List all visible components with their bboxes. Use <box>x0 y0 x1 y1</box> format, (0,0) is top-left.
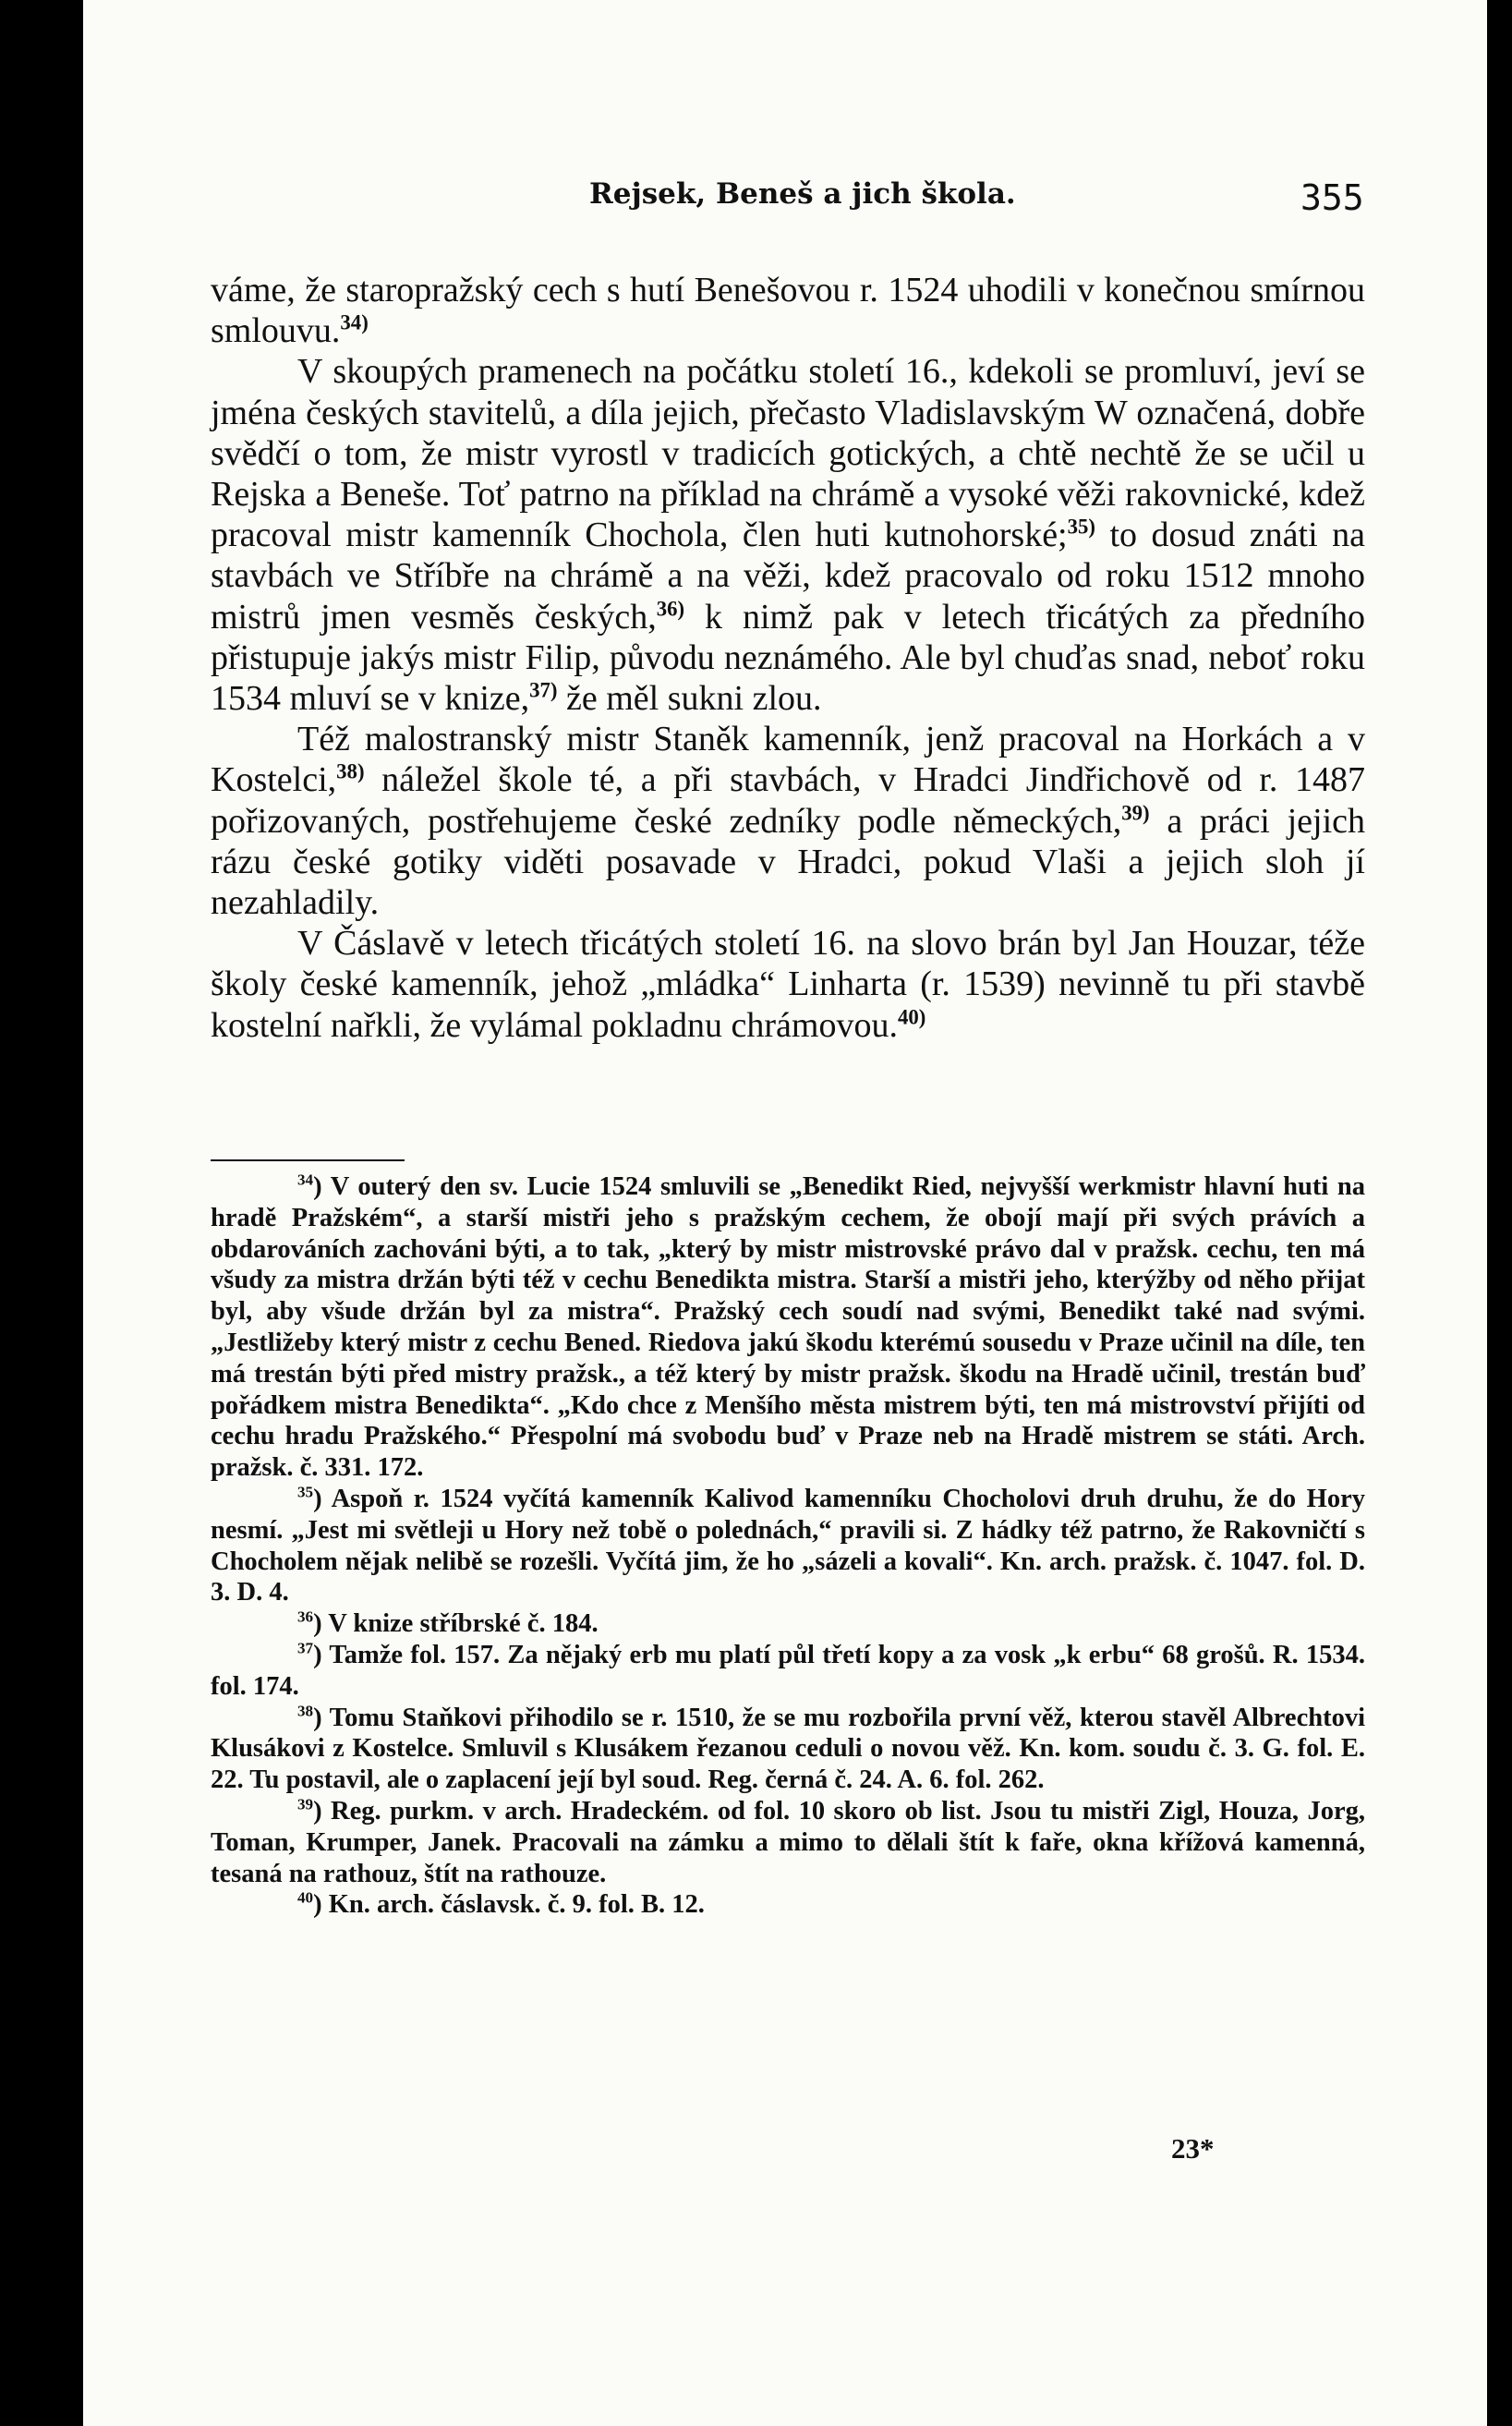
paragraph-1: váme, že staropražský cech s hutí Benešovou r. 1524 uhodili v konečnou smírnou smlouvu.$^{34)}$ <box>211 271 1365 351</box>
paragraph-4: V Čáslavě v letech třicátých století 16. na slovo brán byl Jan Houzar, téže školy české kamenník, jehož „mládka“ Linharta (r. 1539) nevinně tu při stavbě kostelní nařkli, že vylámal pokladnu chrámovou.$^{40)}$ <box>211 924 1365 1045</box>
footnote-ref: 38) <box>336 759 365 783</box>
paragraph-3: Též malostranský mistr Staněk kamenník, jenž pracoval na Horkách a v Kostelci,$^{38)}$ náležel škole té, a při stavbách, v Hradci Jindřichově od r. 1487 pořizovaných, postřehujeme české zedníky podle německých,$^{39)}$ a práci jejich rázu české gotiky viděti posavade v Hradci, pokud Vlaši a jejich sloh jí nezahladily. <box>211 720 1365 923</box>
main-text <box>211 270 1365 1046</box>
footnote: $^{38}$) Tomu Staňkovi přihodilo se r. 1510, že se mu rozbořila první věž, kterou stavěl Albrechtovi Klusákovi z Kostelce. Smluvil s Klusákem řezanou ceduli o novou věž. Kn. kom. soudu č. 3. G. fol. E. 22. Tu postavil, ale o zaplacení její byl soud. Reg. černá č. 24. A. 6. fol. 262. <box>211 1702 1365 1795</box>
footnote-ref: 39) <box>1121 800 1150 824</box>
footnote: $^{35}$) Aspoň r. 1524 vyčítá kamenník Kalivod kamenníku Chocholovi druh druhu, že do Hory nesmí. „Jest mi světleji u Hory než tobě o polednách,“ pravili si. Z hádky též patrno, že Rakovničtí s Chocholem nějak nelibě se rozešli. Vyčítá jim, že ho „sázeli a kovali“. Kn. arch. pražsk. č. 1047. fol. D. 3. D. 4. <box>211 1483 1365 1607</box>
footnote-ref: 37) <box>529 678 558 702</box>
footnote-ref: 36) <box>656 596 685 620</box>
footnote: $^{39}$) Reg. purkm. v arch. Hradeckém. od fol. 10 skoro ob list. Jsou tu mistři Zigl, Houza, Jorg, Toman, Krumper, Janek. Pracovali na zámku a mimo to dělali štít k faře, okna křížová kamenná, tesaná na rathouz, štít na rathouze. <box>211 1795 1366 1888</box>
footnote: $^{37}$) Tamže fol. 157. Za nějaký erb mu platí půl třetí kopy a za vosk „k erbu“ 68 grošů. R. 1534. fol. 174. <box>211 1639 1365 1701</box>
signature-mark: 23* <box>1171 2132 1215 2165</box>
footnote-ref: 35) <box>1067 515 1096 539</box>
paragraph-2: V skoupých pramenech na počátku století 16., kdekoli se promluví, jeví se jména českých stavitelů, a díla jejich, přečasto Vladislavským W označená, dobře svědčí o tom, že mistr vyrostl v tradicích gotických, a chtě nechtě že se učil u Rejska a Beneše. Toť patrno na příklad na chrámě a vysoké věži rakovnické, kdež pracoval mistr kamenník Chochola, člen huti kutnohorské;$^{35)}$ to dosud znáti na stavbách ve Stříbře na chrámě a na věži, kdež pracovalo od roku 1512 mnoho mistrů jmen vesměs českých,$^{36)}$ k nimž pak v letech třicátých za předního přistupuje jakýs mistr Filip, původu neznámého. Ale byl chuďas snad, neboť roku 1534 mluví se v knize,$^{37)}$ že měl sukni zlou. <box>211 352 1365 719</box>
book-page <box>83 0 1487 2426</box>
footnote: $^{40}$) Kn. arch. čáslavsk. č. 9. fol. B. 12. <box>297 1888 705 1920</box>
footnote: $^{34}$) V outerý den sv. Lucie 1524 smluvili se „Benedikt Ried, nejvyšší werkmistr hlavní huti na hradě Pražském“, a starší mistři jeho s pražským cechem, že obojí mají při svých právích a obdarováních zachováni býti, a to tak, „který by mistr mistrovské právo dal v pražsk. cechu, ten má všudy za mistra držán býti též v cechu Benedikta mistra. Starší a mistři jeho, kterýžby od něho přijat byl, aby všude držán byl za mistra“. Pražský cech soudí nad svými, Benedikt také nad svými. „Jestližeby který mistr z cechu Bened. Riedova jakú škodu kterémú sousedu v Praze učinil na díle, ten má trestán býti před mistry pražsk., a též který by mistr pražsk. škodu na Hradě učinil, trestán buď pořádkem mistra Benedikta“. „Kdo chce z Menšího města mistrem býti, ten má mistrovství přijíti od cechu hradu Pražského.“ Přespolní má svobodu buď v Praze neb na Hradě mistrem se státi. Arch. pražsk. č. 331. 172. <box>211 1171 1365 1483</box>
footnote-divider <box>211 1159 405 1161</box>
page-number: 355 <box>1300 177 1364 218</box>
footnote-ref: 40) <box>897 1005 926 1028</box>
footnote: $^{36}$) V knize stříbrské č. 184. <box>297 1607 599 1639</box>
running-header: Rejsek, Beneš a jich škola. <box>589 177 1016 211</box>
footnotes <box>211 1171 1365 1921</box>
footnote-ref: 34) <box>340 310 369 334</box>
